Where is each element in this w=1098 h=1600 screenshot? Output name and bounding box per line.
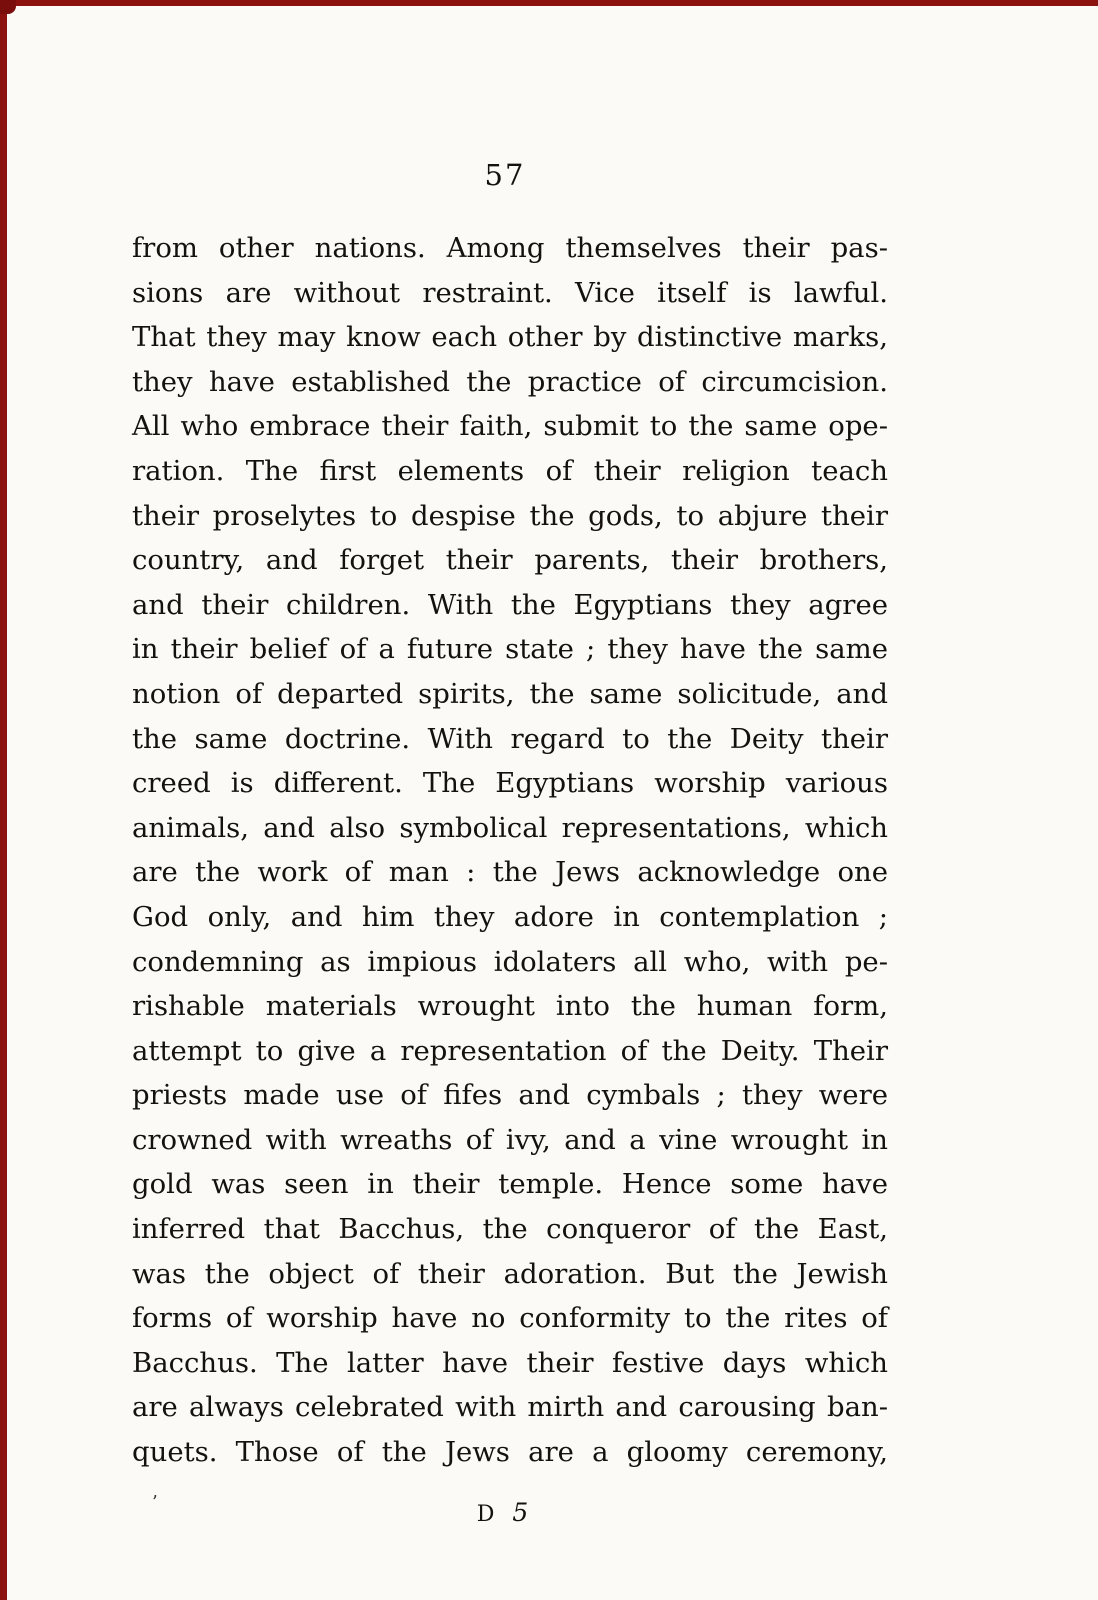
text-line: crowned with wreaths of ivy, and a vine wrought in [132, 1123, 888, 1156]
text-line: quets. Those of the Jews are a gloomy ceremony, [132, 1436, 888, 1469]
text-line: in their belief of a future state ; they have the same [132, 633, 888, 666]
text-line: creed is different. The Egyptians worship various [132, 767, 888, 800]
text-line: gold was seen in their temple. Hence some have [132, 1168, 888, 1201]
text-line: That they may know each other by distinctive marks, [132, 321, 888, 354]
body-text-block [132, 226, 888, 1475]
signature-letter: D [476, 1502, 500, 1527]
text-line: condemning as impious idolaters all who, with pe- [132, 945, 888, 978]
text-line: notion of departed spirits, the same solicitude, and [132, 677, 888, 710]
text-line: was the object of their adoration. But the Jewish [132, 1257, 888, 1290]
text-line: priests made use of fifes and cymbals ; they were [132, 1079, 888, 1112]
text-line: are always celebrated with mirth and carousing ban- [132, 1391, 888, 1424]
scan-edge-corner [0, 0, 16, 14]
text-line: forms of worship have no conformity to the rites of [132, 1302, 888, 1335]
text-line: sions are without restraint. Vice itself is lawful. [132, 276, 888, 309]
text-line: they have established the practice of circumcision. [132, 365, 888, 398]
text-line: from other nations. Among themselves their pas- [132, 232, 888, 264]
text-line: Bacchus. The latter have their festive days which [132, 1346, 888, 1379]
scan-edge-top [0, 0, 1098, 6]
text-line: their proselytes to despise the gods, to abjure their [132, 499, 888, 532]
text-line: ration. The first elements of their religion teach [132, 454, 888, 487]
text-line: All who embrace their faith, submit to the same ope- [132, 410, 888, 443]
text-line: are the work of man : the Jews acknowledge one [132, 856, 888, 889]
text-line: rishable materials wrought into the human form, [132, 990, 888, 1023]
scan-edge-left [0, 0, 7, 1600]
page-number: 57 [484, 158, 526, 192]
text-line: the same doctrine. With regard to the Deity their [132, 722, 888, 755]
text-line: attempt to give a representation of the Deity. Their [132, 1034, 888, 1067]
text-line: animals, and also symbolical representations, which [132, 811, 888, 844]
stray-ink-mark: ’ [152, 1492, 158, 1513]
text-line: God only, and him they adore in contemplation ; [132, 900, 888, 933]
text-line: country, and forget their parents, their brothers, [132, 544, 888, 577]
text-line: inferred that Bacchus, the conqueror of the East, [132, 1213, 888, 1246]
signature-digit: 5 [512, 1498, 534, 1527]
printer-signature [0, 1498, 1010, 1527]
text-line: and their children. With the Egyptians they agree [132, 588, 888, 621]
